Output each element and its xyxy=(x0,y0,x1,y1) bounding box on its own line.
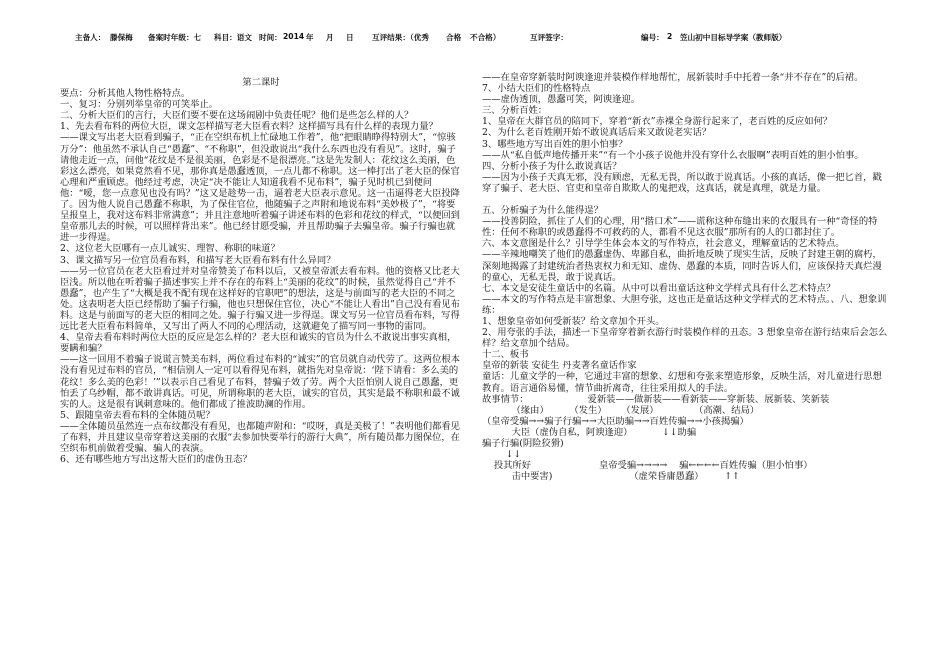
header-grade: 备案时年级：七 xyxy=(148,33,202,42)
right-paragraph: 童话：儿童文学的一种，它通过丰富的想象、幻想和夸张来塑造形象，反映生活，对儿童进行思想教育。语言通俗易懂，情节曲折离奇，往往采用拟人的手法。 xyxy=(482,371,882,394)
right-paragraph: ——在皇帝穿新装时阿谀逢迎并装模作样地帮忙，展新装时手中托着一条“并不存在”的后裙。 xyxy=(482,72,864,83)
right-paragraph: 骗子行骗(阴险狡猾) xyxy=(482,438,564,449)
header-lead-label: 主备人： xyxy=(75,33,106,42)
left-paragraph: 2、这位老大臣哪有一点儿诚实、理智、称职的味道？ xyxy=(60,243,280,255)
right-paragraph: 7、小结大臣们的性格特点 xyxy=(482,83,591,95)
left-paragraph: ——另一位官员在老大臣看过并对皇帝赞美了布料以后，又被皇帝派去看布料。他的资格又比老大臣浅。所以他在听着骗子描述事实上并不存在的布料上“美丽的花纹”的时候，虽然觉得自己“并不愚蠢”，也产生了“大概是我不配有现在这样好的官职吧”的想法，这是与前面写的老大臣的不同之处。这表明老大臣已经帮助了骗子行骗，他也只想保住官位，决心“不能让人看出”自己没有看见布料。这是与前面写的老大臣的相同之处。骗子行骗又进一步得逞。课文写另一位官员看布料，写得远比老大臣看布料简单，又写出了两人不同的心理活动，这就避免了描写同一事物的雷同。 xyxy=(60,265,460,333)
right-paragraph: ——从“私自低声地传播开来”“有一个小孩子说他并没有穿什么衣服啊”表明百姓的胆小怕事。 xyxy=(482,149,864,161)
left-paragraph: 要点：分析其他人物性格特点。 xyxy=(60,88,191,100)
left-paragraph: 3、课文描写另一位官员看布料，和描写老大臣看布料有什么异同？ xyxy=(60,254,336,266)
right-paragraph: 1、皇帝在大群官员的陪同下，穿着“新衣”赤裸全身游行起来了，老百姓的反应如何？ xyxy=(482,116,833,128)
header-number: 编号： xyxy=(641,33,664,42)
left-paragraph: 4、皇帝去看布料时两位大臣的反应是怎么样的？老大臣和诚实的官员为什么不敢说出事实真相，要瞒和骗？ xyxy=(60,332,457,355)
right-paragraph: 皇帝的新装 安徒生 丹麦著名童话作家 xyxy=(482,360,637,372)
right-paragraph: 六、本文意图是什么？引导学生体会本文的写作特点，社会意义，理解童话的艺术特点。 xyxy=(482,238,845,250)
left-paragraph: 第二课时 xyxy=(242,77,280,88)
right-paragraph: ——辛辣地嘲笑了他们的愚蠢虚伪、卑鄙自私，曲折地反映了现实生活，反映了封建王朝的腐朽，深刻地揭露了封建统治者热衷权力和无知、虚伪、愚蠢的本质，同时告诉人们，应该保持天真烂漫的童心，无私无畏，敢于说真话。 xyxy=(482,249,882,283)
header-month: 月 xyxy=(326,33,334,42)
right-paragraph: 2、为什么老百姓刚开始不敢说真话后来又敢说老实话？ xyxy=(482,127,712,139)
header-lead-name: 滕保梅 xyxy=(110,33,133,42)
left-paragraph: ——全体随员虽然连一点布纹都没有看见，也都随声附和：“哎呀，真是美极了！”表明他们都看见了布料，并且建议皇帝穿着这美丽的衣服“去参加快要举行的游行大典”，所有随员都力图保位，在空织布机前做着受骗、骗人的表演。 xyxy=(60,420,460,455)
left-paragraph: 一、复习：分别列举皇帝的可笑举止。 xyxy=(60,99,219,111)
right-paragraph: 十二、板书 xyxy=(482,349,529,361)
right-paragraph: ——因为小孩子天真无邪，没有顾虑，无私无畏，所以敢于说真话。小孩的真话，像一把匕首，戳穿了骗子、老大臣、官吏和皇帝自欺欺人的鬼把戏，这真话，就是真理，就是力量。 xyxy=(482,171,882,194)
right-paragraph: 四、分析小孩子为什么敢说真话？ xyxy=(482,160,622,172)
header-mutual-sign: 互评签字： xyxy=(530,33,568,42)
right-paragraph: 五、分析骗子为什么能得逞？ xyxy=(482,205,603,217)
left-paragraph: 二、分析大臣们的言行，大臣们要不要在这场闹剧中负责任呢？他们是些怎么样的人？ xyxy=(60,110,414,122)
left-column xyxy=(60,77,462,465)
header-fail: 不合格） xyxy=(470,33,501,42)
left-paragraph: ——课文写出老大臣看到骗子，“正在空织布机上忙碌地工作着”，他“把眼睛睁得特别大”，“惊骇万分”：他虽然不承认自己“愚蠢”、“不称职”，但没敢说出“我什么东西也没有看见”。这时，骗子请他走近一点，问他“花纹是不是很美丽，色彩是不是很漂亮。”这是先发制人：花纹这么美丽，色彩这么漂亮，如果竟然看不见，那你真是愚蠢透顶，一点儿都不称职。这一棒打出了老大臣的保官心理和严重顾虑。他经过考虑，决定“决不能让人知道我看不见布料”，骗子见时机已到便问他：“嗳，您一点意见也没有吗？”这又是趁势一击，逼着老大臣表示意见。这一击逼得老大臣投降了。因为他人说自己愚蠢不称职，为了保住官位，他随骗子之声附和地说布料“美妙极了”，“将要呈报皇上，我对这布料非常满意”；并且注意地听着骗子讲述布料的色彩和花纹的样式，“以便回到皇帝那儿去的时候，可以照样背出来”。他已经甘愿受骗，并且帮助骗子去骗皇帝。骗子行骗也就进一步得逞。 xyxy=(60,132,460,244)
right-paragraph: ——虚伪透顶，愚蠢可笑，阿谀逢迎。 xyxy=(482,94,641,106)
right-paragraph: （缘由） （发生） （发展） （高潮、结局） xyxy=(482,404,760,416)
left-paragraph: 6、还有哪些地方写出这帮大臣们的虚伪丑态？ xyxy=(60,454,252,466)
left-paragraph: 5、跟随皇帝去看布料的全体随员呢？ xyxy=(60,409,215,421)
right-paragraph: 七、本文是安徒生童话中的名篇。从中可以看出童话这种文学样式具有什么艺术特点？ xyxy=(482,282,836,294)
right-paragraph: ——本文的写作特点是丰富想象、大胆夸张，这也正是童话这种文学样式的艺术特点。、八、想象训练： xyxy=(482,293,887,316)
header-school: 笠山初中目标导学案（教师版） xyxy=(680,33,787,42)
right-paragraph: ↓↓ xyxy=(482,449,522,461)
left-paragraph: 1、先去看布料的两位大臣，课文怎样描写老大臣看衣料？这样描写具有什么样的表现力量？ xyxy=(60,121,438,133)
header-time: 时间： xyxy=(259,33,282,42)
right-paragraph: （皇帝受骗→→骗子行骗→→大臣助骗→→百姓传骗→→小孩揭骗） xyxy=(482,415,749,427)
header-subject: 科目：语文 xyxy=(214,33,252,42)
header-number-value: 2 xyxy=(667,32,673,41)
right-paragraph: 大臣（虚伪自私，阿谀逢迎） ↓↓助骗 xyxy=(482,426,697,438)
right-paragraph: 故事情节： 爱新装——做新装——看新装——穿新装、展新装、笑新装 xyxy=(482,393,830,405)
right-paragraph: 三、分析百姓： xyxy=(482,105,548,117)
right-paragraph: 击中要害) （虚荣昏庸愚蠢） ↑↑ xyxy=(482,471,740,483)
right-paragraph xyxy=(482,194,890,205)
header-year: 2014 xyxy=(283,32,305,41)
right-paragraph: 1、想象皇帝如何受新装？给文章加个开头。 xyxy=(482,315,665,327)
header-year-unit: 年 xyxy=(306,33,314,42)
page-header xyxy=(0,32,950,46)
left-paragraph: ——这一回用不着骗子说谎言赞美布料，两位看过布料的“诚实”的官员就自动代劳了。这两位根本没有看见过布料的官员，“相信别人一定可以看得见布料，就指先对皇帝说：‘陛下请看：多么美的花纹！多么美的色彩！’”以表示自己看见了布料，替骗子效了劳。两个大臣怕别人说自己愚蠢，更怕丢了乌纱帽，都不敢讲真话。可见，所谓称职的老大臣，诚实的官员，其实是最不称职和最不诚实的人。这是很有讽刺意味的。他们都成了推波助澜的作用。 xyxy=(60,354,460,410)
right-paragraph: 3、哪些地方写出百姓的胆小怕事？ xyxy=(482,138,628,150)
header-pass: 合格 xyxy=(446,33,462,42)
right-paragraph: 2、用夸张的手法，描述一下皇帝穿着新衣游行时装模作样的丑态。3 想象皇帝在游行结束后会怎么样？给文章加个结局。 xyxy=(482,327,888,350)
right-paragraph: 投其所好 皇帝受骗→→→→ 骗←←←←百姓传骗（胆小怕事） xyxy=(482,460,813,472)
header-day: 日 xyxy=(346,33,354,42)
header-mutual-result: 互评结果：（优秀 xyxy=(372,33,429,42)
right-column xyxy=(482,72,890,482)
right-paragraph: ——投善阴险，抓住了人们的心理，用“揩口术”——谎称这种布缝出来的衣服具有一种“奇怪的特性：任何不称职的或愚蠢得不可救药的人，都看不见这衣服”那所有的人的口都封住了。 xyxy=(482,216,878,239)
